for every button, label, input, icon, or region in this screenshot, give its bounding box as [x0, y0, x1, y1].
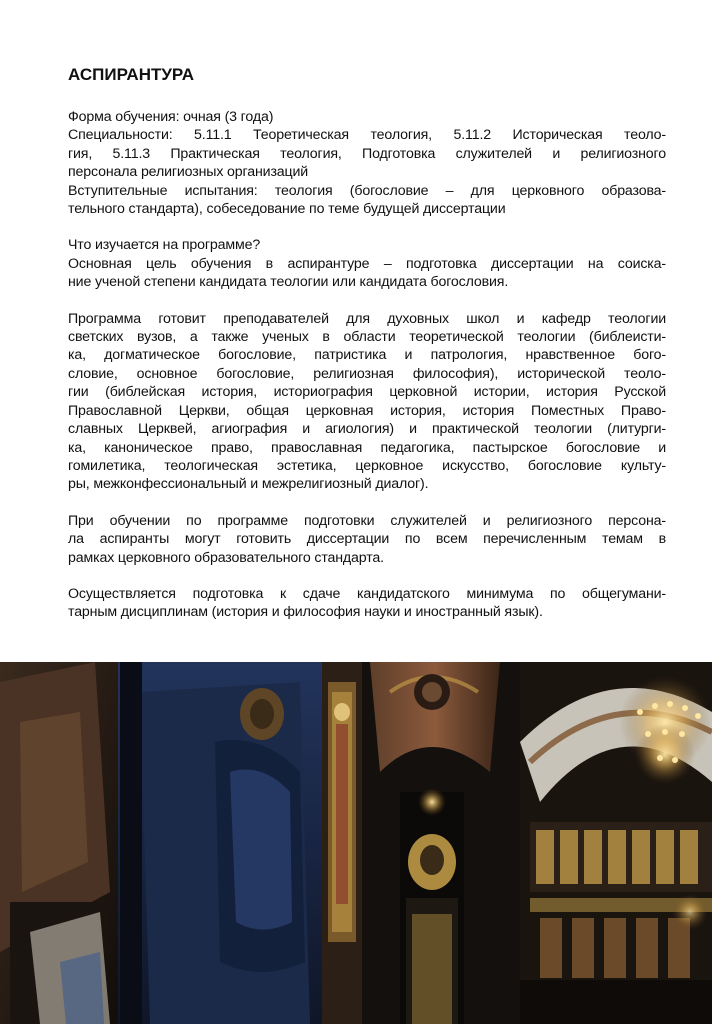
program-question: [68, 236, 666, 254]
entrance-exams: [68, 182, 666, 219]
paragraph-line: Православной Церкви, общая церковная история, история Поместных Право-: [68, 402, 666, 419]
program-goal-line: ние ученой степени кандидата теологии или кандидата богословия.: [68, 274, 509, 291]
specialties-line: гия, 5.11.3 Практическая теология, Подготовка служителей и религиозного: [68, 145, 666, 162]
paragraph-line: тарным дисциплинам (история и философия науки и иностранный язык).: [68, 604, 543, 621]
central-arch: [362, 662, 522, 1024]
blue-icon-panel: [118, 662, 323, 1024]
specialties-line: персонала религиозных организаций: [68, 164, 309, 181]
paragraph-line: гии (библейская история, историография церковной истории, история Русской: [68, 384, 666, 401]
paragraph-line: рамках церковного образовательного стандарта.: [68, 549, 384, 566]
entrance-exams-line: Вступительные испытания: теология (богословие – для церковного образова-: [68, 182, 666, 199]
paragraph-minimum: [68, 585, 666, 622]
program-goal-line: Основная цель обучения в аспирантуре – подготовка диссертации на соиска-: [68, 255, 666, 272]
document-text: [68, 64, 666, 622]
paragraph-line: светских вузов, а также ученых в области теоретической теологии (библеисти-: [68, 329, 666, 346]
paragraph-line: При обучении по программе подготовки служителей и религиозного персона-: [68, 512, 666, 529]
paragraph-line: Осуществляется подготовка к сдаче кандидатского минимума по общегумани-: [68, 585, 666, 602]
paragraph-line: ры, межконфессиональный и межрелигиозный диалог).: [68, 476, 429, 493]
page-title: АСПИРАНТУРА: [68, 65, 195, 84]
right-arch-chandelier: [520, 662, 712, 1024]
icon-column: [322, 662, 362, 1024]
paragraph-line: словие, основное богословие, религиозная философия), исторической теоло-: [68, 365, 666, 382]
paragraph-clergy: [68, 512, 666, 567]
paragraph-line: ка, каноническое право, православная педагогика, пастырское богословие и: [68, 439, 666, 456]
church-interior-photo: [0, 662, 712, 1024]
paragraph-line: ла аспиранты могут готовить диссертации по всем перечисленным темам в: [68, 531, 666, 548]
specialties-line: Специальности: 5.11.1 Теоретическая теология, 5.11.2 Историческая теоло-: [68, 127, 666, 144]
program-question-line: Что изучается на программе?: [68, 237, 261, 254]
program-goal: [68, 255, 666, 292]
entrance-exams-line: тельного стандарта), собеседование по теме будущей диссертации: [68, 201, 506, 218]
paragraph-line: Программа готовит преподавателей для духовных школ и кафедр теологии: [68, 310, 666, 327]
paragraph-line: ка, догматическое богословие, патристика и патрология, нравственное бого-: [68, 347, 666, 364]
left-wall-fresco: [0, 662, 120, 1024]
paragraph-line: гомилетика, теологическая эстетика, церковное искусство, богословие культу-: [68, 457, 666, 474]
study-form-line: Форма обучения: очная (3 года): [68, 109, 274, 125]
paragraph-line: славных Церквей, агиография и агиология) и практической теологии (литурги-: [68, 421, 666, 438]
paragraph-fields: [68, 310, 666, 494]
study-form: [68, 108, 666, 126]
specialties: [68, 126, 666, 181]
